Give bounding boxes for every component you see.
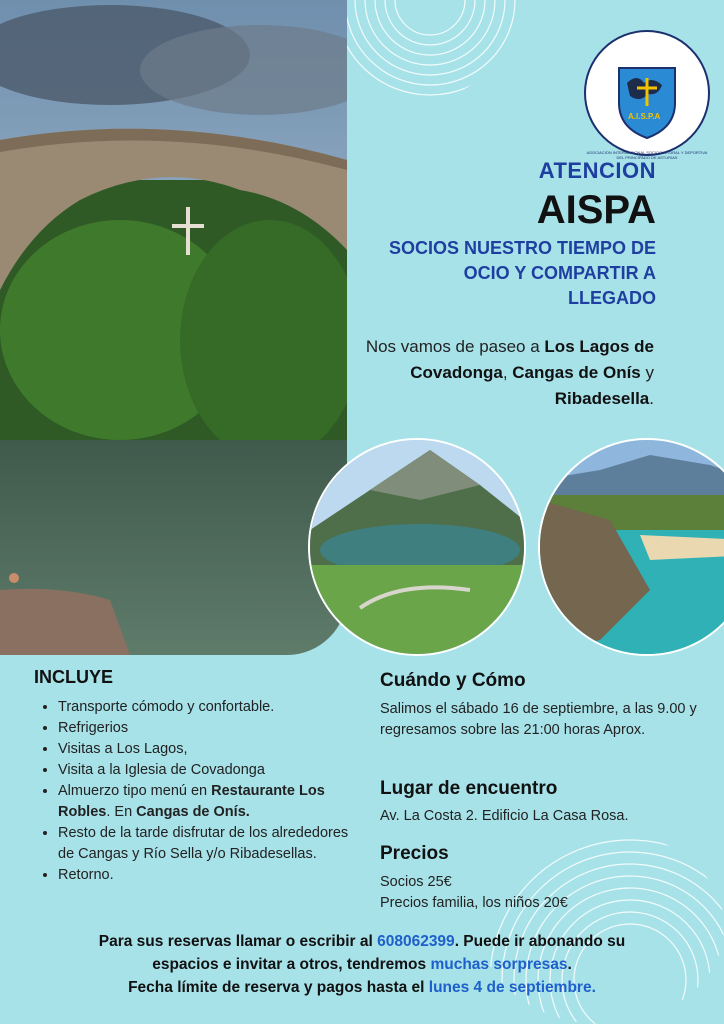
heading-aispa: AISPA (536, 188, 656, 232)
incluye-title: INCLUYE (34, 667, 114, 687)
precios-title: Precios (380, 843, 449, 864)
footer-reservas: Para sus reservas llamar o escribir al 608062399. Puede ir abonando su espacios e invitar a otros, tendremos muchas sorpresas. Fecha límite de reserva y pagos hasta el lunes 4 de septiembre. (98, 933, 626, 996)
lugar-text: Av. La Costa 2. Edificio La Casa Rosa. (380, 808, 629, 824)
list-item: • Almuerzo tipo menú en Restaurante Los Robles. En Cangas de Onís. (58, 781, 358, 823)
list-item: • Refrigerios (58, 718, 358, 739)
phone-number: 608062399 (377, 933, 455, 950)
hero-photo-bridge (0, 0, 347, 655)
cuando-text: Salimos el sábado 16 de septiembre, a las 9.00 y regresamos sobre las 21:00 horas Aprox. (380, 701, 697, 738)
heading-subtitle: SOCIOS NUESTRO TIEMPO DE OCIO Y COMPARTIR A LLEGADO (388, 238, 656, 308)
incluye-list (40, 697, 358, 886)
list-item: • Retorno. (58, 865, 358, 886)
decorative-rings-top (320, 0, 520, 100)
aispa-logo (582, 28, 712, 158)
list-item: • Visitas a Los Lagos, (58, 739, 358, 760)
photo-lake-covadonga (308, 438, 526, 656)
list-item: • Visita a la Iglesia de Covadonga (58, 760, 358, 781)
logo-center-text: A.I.S.P.A (628, 112, 661, 121)
list-item: • Transporte cómodo y confortable. (58, 697, 358, 718)
intro-paragraph: Nos vamos de paseo a Los Lagos de Covadonga, Cangas de Onís y Ribadesella. (365, 337, 654, 408)
list-item: • Resto de la tarde disfrutar de los alrededores de Cangas y Río Sella y/o Ribadesellas. (58, 823, 358, 865)
precios-familia: Precios familia, los niños 20€ (380, 895, 568, 911)
cuando-title: Cuándo y Cómo (380, 670, 526, 691)
logo-ring-text: ASOCIACION INTERNACIONAL SOCIOCULTURAL Y DEPORTIVA DEL PRINCIPADO DE ASTURIAS (586, 150, 708, 160)
precios-socios: Socios 25€ (380, 874, 452, 890)
photo-ribadesella (538, 438, 724, 656)
heading-atencion: ATENCION (538, 158, 656, 183)
deadline-date: lunes 4 de septiembre. (428, 979, 596, 996)
lugar-title: Lugar de encuentro (380, 778, 558, 799)
